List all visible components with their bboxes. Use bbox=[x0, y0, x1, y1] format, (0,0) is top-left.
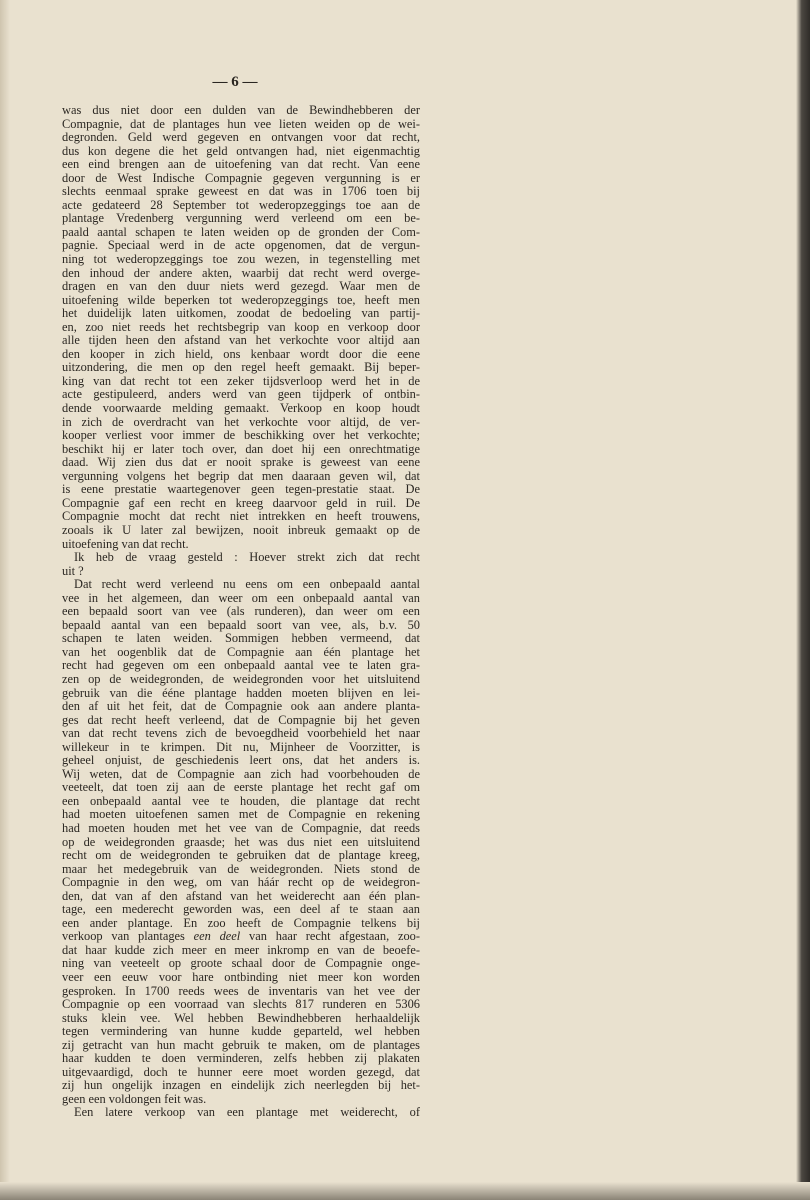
text-line: bepaald aantal van een bepaald soort van vee, als, b.v. 50 bbox=[62, 617, 420, 632]
binding-shadow bbox=[0, 0, 10, 1200]
text-line: is eene prestatie waartegenover geen tegen-prestatie staat. De bbox=[62, 482, 420, 497]
text-line: den inhoud der andere akten, waarbij dat recht werd overge- bbox=[62, 265, 420, 280]
text-line: ning tot wederopzeggings toe zou wezen, in tegenstelling met bbox=[62, 252, 420, 267]
text-line: willekeur in te krimpen. Dit nu, Mijnheer de Voorzitter, is bbox=[62, 739, 420, 754]
text-line: van dat recht tevens zich de bevoegdheid voorbehield het naar bbox=[62, 726, 420, 741]
text-line: had moeten houden met het vee van de Compagnie, dat reeds bbox=[62, 820, 420, 835]
text-line: in zich de overdracht van het verkochte voor altijd, de ver- bbox=[62, 414, 420, 429]
text-line: Wij weten, dat de Compagnie aan zich had voorbehouden de bbox=[62, 766, 420, 781]
text-line: had moeten uitoefenen samen met de Compagnie en rekening bbox=[62, 807, 420, 822]
text-line: den kooper in zich hield, ons kenbaar wordt door die eene bbox=[62, 346, 420, 361]
italic-emphasis: een deel bbox=[193, 929, 241, 944]
text-line: Een latere verkoop van een plantage met weiderecht, of bbox=[74, 1105, 420, 1120]
text-line: haar kudden te doen verminderen, zelfs hebben zij plakaten bbox=[62, 1051, 420, 1066]
text-line: beschikt hij er later toch over, dan doet hij een onrechtmatige bbox=[62, 441, 420, 456]
text-line: kooper verliest voor immer de beschikking over het verkochte; bbox=[62, 428, 420, 443]
text-line: Compagnie in den weg, om van háár recht op de weidegron- bbox=[62, 875, 420, 890]
page-bottom-shadow bbox=[0, 1182, 810, 1200]
text-line: acte gedateerd 28 September tot wederopzeggings toe aan de bbox=[62, 197, 420, 212]
text-line: veeteelt, dat toen zij aan de eerste plantage het recht gaf om bbox=[62, 780, 420, 795]
text-line: vee in het algemeen, dan weer om een onbepaald aantal van bbox=[62, 590, 420, 605]
text-line: uitgevaardigd, doch te hunner eere moet worden gezegd, dat bbox=[62, 1064, 420, 1079]
text-line: uit ? bbox=[62, 563, 84, 578]
text-line: zen op de weidegronden, de weidegronden voor het uitsluitend bbox=[62, 671, 420, 686]
text-line: dat haar kudde zich meer en meer inkromp en van de beoefe- bbox=[62, 942, 420, 957]
text-line: Compagnie, dat de plantages hun vee lieten weiden op de wei- bbox=[62, 116, 420, 131]
text-line: op de weidegronden graasde; het was dus niet een uitsluitend bbox=[62, 834, 420, 849]
text-line: door de West Indische Compagnie gegeven vergunning is er bbox=[62, 170, 420, 185]
text-line: den, dat van af den afstand van het weiderecht aan één plan- bbox=[62, 888, 420, 903]
text-line: degronden. Geld werd gegeven en ontvangen voor dat recht, bbox=[62, 130, 420, 145]
text-line bbox=[62, 930, 420, 944]
text-line: veer een eeuw voor hare ontbinding niet meer kon worden bbox=[62, 970, 420, 984]
text-line: tegen vermindering van hunne kudde geparteld, wel hebben bbox=[62, 1024, 420, 1039]
text-line: een bepaald soort van vee (als runderen), dan weer om een bbox=[62, 604, 420, 619]
text-line: recht had gegeven om een onbepaald aantal vee te laten gra- bbox=[62, 658, 420, 673]
text-line: gesproken. In 1700 reeds wees de inventaris van het vee der bbox=[62, 983, 420, 998]
text-line: Dat recht werd verleend nu eens om een onbepaald aantal bbox=[74, 577, 420, 592]
text-line: dende voorwaarde melding gemaakt. Verkoop en koop houdt bbox=[62, 401, 420, 416]
text-line: en, zoo niet reeds het rechtsbegrip van koop en verkoop door bbox=[62, 319, 420, 334]
text-line: paald aantal schapen te laten weiden op de gronden der Com- bbox=[62, 224, 420, 239]
text-line: gebruik van die ééne plantage hadden moeten blijven en lei- bbox=[62, 685, 420, 700]
text-line: uitzondering, die men op den regel heeft gemaakt. Bij beper- bbox=[62, 360, 420, 375]
page-edge-shadow bbox=[796, 0, 810, 1200]
text-line: dus kon degene die het geld ontvangen had, niet eigenmachtig bbox=[62, 143, 420, 158]
text-line: Ik heb de vraag gesteld : Hoever strekt zich dat recht bbox=[74, 550, 420, 565]
text-line: ges dat recht heeft verleend, dat de Compagnie bij het geven bbox=[62, 712, 420, 727]
text-line: tage, een mederecht geworden was, een deel af te staan aan bbox=[62, 902, 420, 917]
text-line: pagnie. Speciaal werd in de acte opgenomen, dat de vergun- bbox=[62, 238, 420, 253]
text-line: van het oogenblik dat de Compagnie aan één plantage het bbox=[62, 644, 420, 659]
text-line: alle tijden heen den afstand van het verkochte voor altijd aan bbox=[62, 333, 420, 348]
text-line: ning van veeteelt op groote schaal door de Compagnie onge- bbox=[62, 956, 420, 971]
text-line: een ander plantage. En zoo heeft de Compagnie telkens bij bbox=[62, 915, 420, 930]
text-line: stuks klein vee. Wel hebben Bewindhebberen herhaaldelijk bbox=[62, 1010, 420, 1025]
text-line: Compagnie gaf een recht en kreeg daarvoor geld in ruil. De bbox=[62, 495, 420, 510]
text-line: uitoefening van dat recht. bbox=[62, 536, 189, 551]
text-line: daad. Wij zien dus dat er nooit sprake is geweest van eene bbox=[62, 455, 420, 470]
text-line: slechts eenmaal sprake geweest en dat was in 1706 toen bij bbox=[62, 184, 420, 199]
text-line: plantage Vredenberg vergunning werd verleend om een be- bbox=[62, 211, 420, 226]
text-line: zooals ik U later zal bewijzen, nooit inbreuk gemaakt op de bbox=[62, 522, 420, 537]
text-line: uitoefening wilde beperken tot wederopzeggings toe, heeft men bbox=[62, 292, 420, 307]
text-segment: van haar recht afgestaan, zoo- bbox=[240, 929, 421, 944]
text-line: maar het medegebruik van de weidegronden. Niets stond de bbox=[62, 861, 420, 876]
text-line: een onbepaald aantal vee te houden, die plantage dat recht bbox=[62, 793, 420, 808]
text-line: Compagnie op een voorraad van slechts 817 runderen en 5306 bbox=[62, 997, 420, 1012]
text-line: een eind brengen aan de uitoefening van dat recht. Van eene bbox=[62, 157, 420, 172]
body-text bbox=[62, 104, 420, 1120]
text-line: recht om de weidegronden te gebruiken dat de plantage kreeg, bbox=[62, 848, 420, 863]
text-line: king van dat recht tot een zeker tijdsverloop werd het in de bbox=[62, 373, 420, 388]
page-number: — 6 — bbox=[212, 74, 258, 90]
text-line: vergunning volgens het begrip dat men daaraan geven wil, dat bbox=[62, 468, 420, 483]
text-line: geheel onjuist, de geschiedenis leert ons, dat het anders is. bbox=[62, 753, 420, 768]
text-line: schapen te laten weiden. Sommigen hebben vermeend, dat bbox=[62, 631, 420, 646]
text-line: dragen en van den duur niets werd gezegd. Waar men de bbox=[62, 279, 420, 294]
text-line: zij hun ongelijk inzagen en eindelijk zich neerlegden bij het- bbox=[62, 1078, 420, 1093]
text-line: den af uit het feit, dat de Compagnie ook aan andere planta- bbox=[62, 699, 420, 714]
text-line: geen een voldongen feit was. bbox=[62, 1091, 207, 1106]
text-line: Compagnie mocht dat recht niet intrekken en heeft trouwens, bbox=[62, 509, 420, 524]
text-line: zij getracht van hun macht gebruik te maken, om de plantages bbox=[62, 1037, 420, 1052]
text-line: het duidelijk laten uitkomen, zoodat de bedoeling van partij- bbox=[62, 306, 420, 321]
text-segment: verkoop van plantages bbox=[62, 929, 194, 944]
text-line: was dus niet door een dulden van de Bewindhebberen der bbox=[62, 103, 420, 117]
text-line: acte gestipuleerd, anders werd van geen tijdperk of ontbin- bbox=[62, 387, 420, 402]
